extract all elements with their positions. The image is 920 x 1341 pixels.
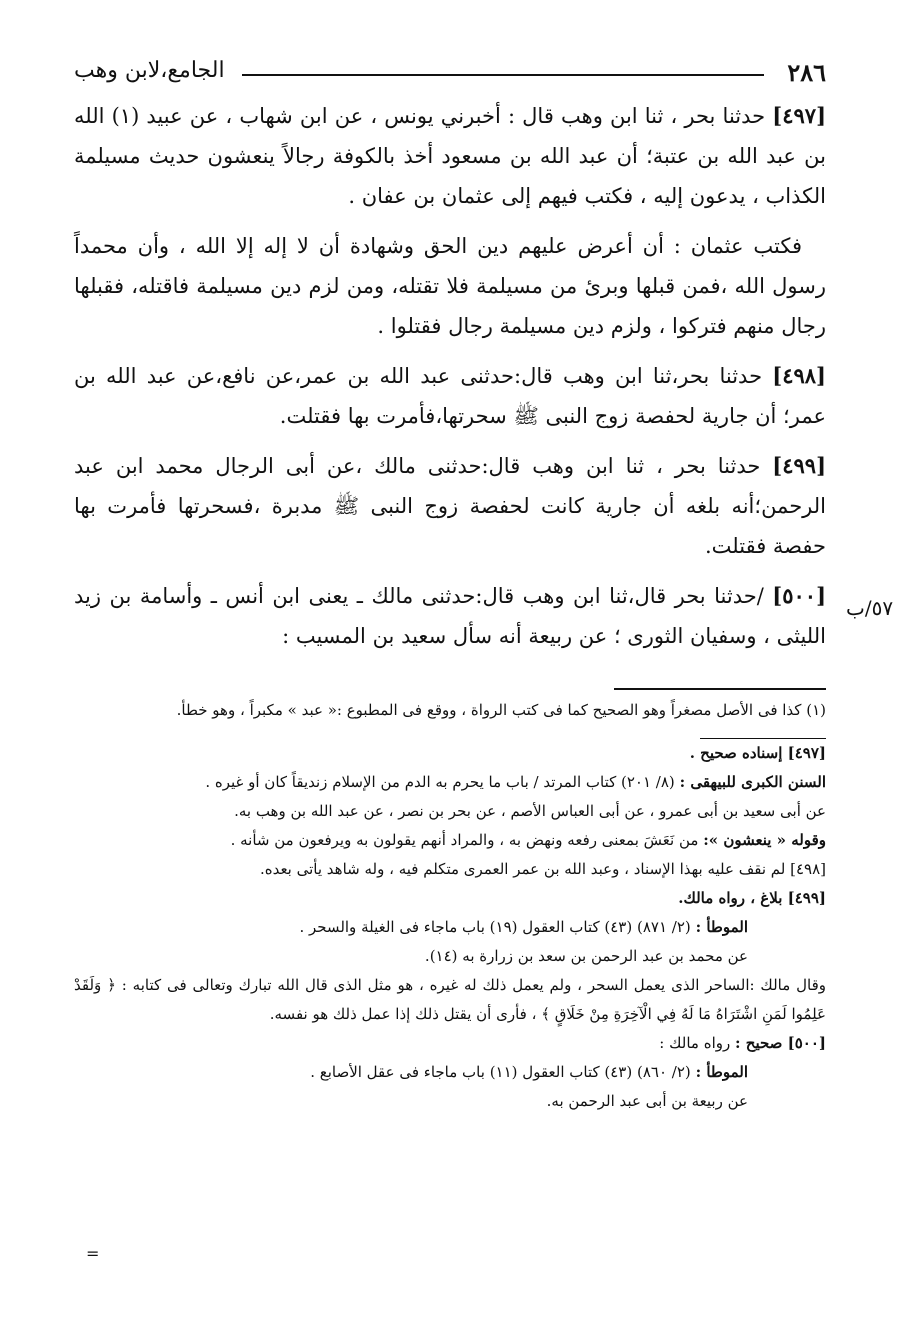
note-500-heading bbox=[74, 1029, 826, 1058]
hadith-number: [٤٩٧] bbox=[772, 103, 826, 128]
folio-marker: ٥٧/ب bbox=[846, 596, 894, 620]
note-497-heading: [٤٩٧] إسناده صحيح . bbox=[689, 744, 826, 762]
footnote-rule bbox=[614, 688, 826, 690]
note-500-source bbox=[74, 1058, 826, 1087]
hadith-number: [٥٠٠] bbox=[772, 583, 826, 608]
hadith-text: حدثنا بحر،ثنا ابن وهب قال:حدثنى عبد الله بن عمر،عن نافع،عن عبد الله بن عمر؛ أن جارية لحفصة زوج النبى ﷺ سحرتها،فأمرت بها فقتلت. bbox=[74, 364, 826, 428]
word-gloss: من نَعَشَ بمعنى رفعه ونهض به ، والمراد أنهم يقولون به ويرفعون من شأنه . bbox=[230, 831, 699, 849]
hadith-number: [٤٩٨] bbox=[772, 363, 826, 388]
source-name: الموطأ : bbox=[695, 1063, 748, 1081]
note-497-chain: عن أبى سعيد بن أبى عمرو ، عن أبى العباس الأصم ، عن بحر بن نصر ، عن عبد الله بن وهب به. bbox=[234, 802, 826, 820]
grade-text: رواه مالك : bbox=[659, 1034, 731, 1052]
note-499-chain: عن محمد بن عبد الرحمن بن سعد بن زرارة به (١٤). bbox=[424, 947, 748, 965]
hadith-text: فكتب عثمان : أن أعرض عليهم دين الحق وشهادة أن لا إله إلا الله ، وأن محمداً رسول الله ،فمن قبلها وبرئ من مسيلمة فلا تقتله، ومن لزم دين مسيلمة فاقتله، فقبلها رجال منهم فتركوا ، ولزم دين مسيلمة رجال فقتلوا . bbox=[74, 234, 826, 338]
source-name: الموطأ : bbox=[695, 918, 748, 936]
hadith-text: /حدثنا بحر قال،ثنا ابن وهب قال:حدثنى مالك ـ يعنى ابن أنس ـ وأسامة بن زيد الليثى ، وسفيان الثورى ؛ عن ربيعة أنه سأل سعيد بن المسيب : bbox=[74, 584, 826, 648]
note-499-source bbox=[74, 913, 826, 942]
footnote-1: (١) كذا فى الأصل مصغراً وهو الصحيح كما فى كتب الرواة ، ووقع فى المطبوع :« عبد » مكبراً ، وهو خطأ. bbox=[176, 701, 826, 719]
paragraph-500 bbox=[74, 576, 826, 656]
paragraph-499 bbox=[74, 446, 826, 566]
source-ref: (٢/ ٨٧١) (٤٣) كتاب العقول (١٩) باب ماجاء فى الغيلة والسحر . bbox=[299, 918, 691, 936]
grade-label: [٥٠٠] صحيح : bbox=[735, 1034, 826, 1052]
paragraph-497 bbox=[74, 96, 826, 216]
paragraph-497-cont bbox=[74, 226, 826, 346]
book-title: الجامع،لابن وهب bbox=[74, 58, 225, 83]
source-ref: (٢/ ٨٦٠) (٤٣) كتاب العقول (١١) باب ماجاء فى عقل الأصابع . bbox=[310, 1063, 691, 1081]
note-499-malik: وقال مالك :الساحر الذى يعمل السحر ، ولم يعمل ذلك له غيره ، هو مثل الذى قال الله تبارك وتعالى فى كتابه : ﴿ وَلَقَدْ عَلِمُوا لَمَنِ اشْتَرَاهُ مَا لَهُ فِي الْآخِرَةِ مِنْ خَلَاقٍ ﴾ ، فأرى أن يقتل ذلك إذا عمل ذلك هو نفسه. bbox=[74, 976, 826, 1023]
note-500-chain: عن ربيعة بن أبى عبد الرحمن به. bbox=[546, 1092, 748, 1110]
word-label: وقوله « ينعشون »: bbox=[703, 831, 826, 849]
page-number: ٢٨٦ bbox=[787, 58, 826, 87]
note-498: [٤٩٨] لم نقف عليه بهذا الإسناد ، وعبد الله بن عمر العمرى متكلم فيه ، وله شاهد يأتى بعده. bbox=[259, 860, 826, 878]
source-name: السنن الكبرى للبيهقى : bbox=[679, 773, 826, 791]
continuation-mark: = bbox=[86, 1244, 100, 1263]
note-499-heading: [٤٩٩] بلاغ ، رواه مالك. bbox=[678, 889, 826, 907]
paragraph-498 bbox=[74, 356, 826, 436]
page-header bbox=[74, 58, 826, 90]
hadith-text: حدثنا بحر ، ثنا ابن وهب قال : أخبرني يونس ، عن ابن شهاب ، عن عبيد (١) الله بن عبد الله بن عتبة؛ أن عبد الله بن مسعود أخذ بالكوفة رجالاً ينعشون حديث مسيلمة الكذاب ، يدعون إليه ، فكتب فيهم إلى عثمان بن عفان . bbox=[74, 104, 826, 208]
commentary bbox=[74, 696, 826, 1116]
hadith-number: [٤٩٩] bbox=[772, 453, 826, 478]
source-ref: (٨/ ٢٠١) كتاب المرتد / باب ما يحرم به الدم من الإسلام زنديقاً كان أو غيره . bbox=[205, 773, 675, 791]
header-rule bbox=[242, 74, 764, 76]
hadith-text: حدثنا بحر ، ثنا ابن وهب قال:حدثنى مالك ،عن أبى الرجال محمد ابن عبد الرحمن؛أنه بلغه أن جارية كانت لحفصة زوج النبى ﷺ مدبرة ،فسحرتها فأمرت بها حفصة فقتلت. bbox=[74, 454, 826, 558]
note-497-source bbox=[74, 768, 826, 797]
main-text bbox=[74, 96, 826, 666]
note-497-word bbox=[74, 826, 826, 855]
